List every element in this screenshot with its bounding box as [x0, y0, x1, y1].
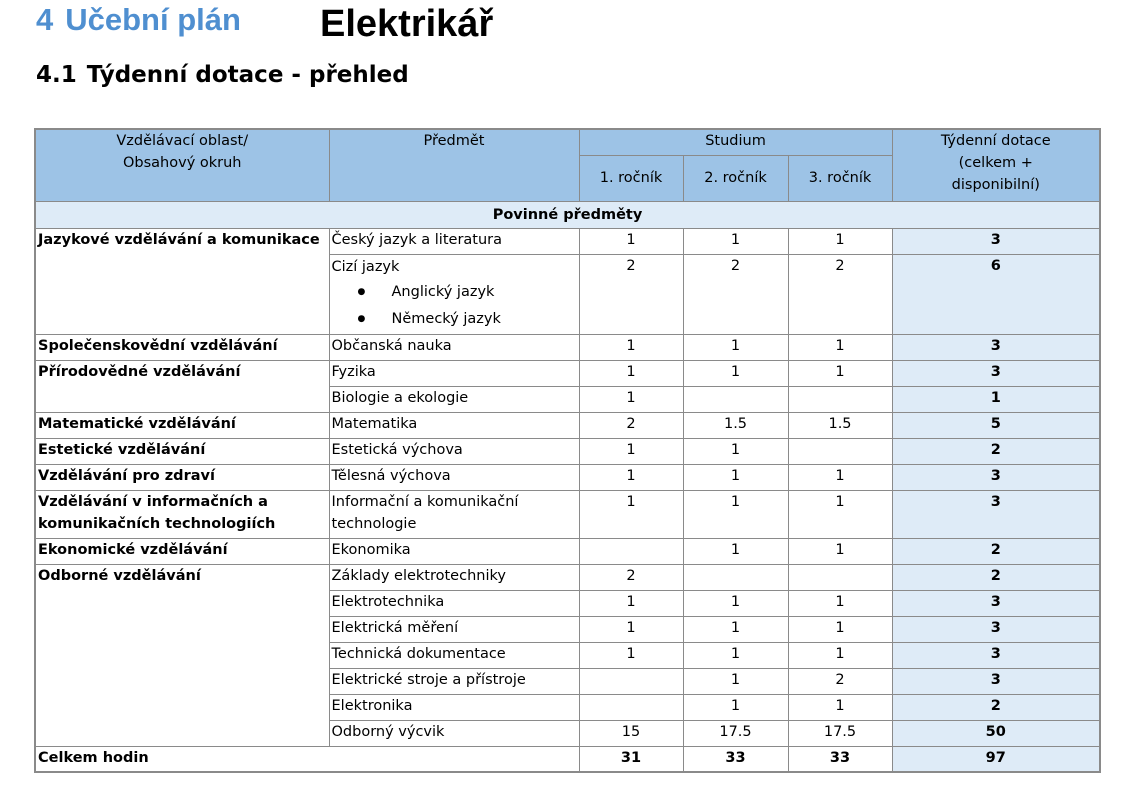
header-study: Studium [579, 129, 892, 155]
bullet-item: ● Německý jazyk [332, 307, 577, 334]
year3-cell: 1 [788, 490, 892, 538]
year3-cell [788, 438, 892, 464]
total-year2: 33 [683, 746, 788, 772]
year1-cell: 2 [579, 412, 683, 438]
section-number: 4.1 [36, 62, 77, 88]
area-cell: Ekonomické vzdělávání [35, 538, 329, 564]
year1-cell [579, 668, 683, 694]
year3-cell: 2 [788, 668, 892, 694]
subject-cell: Informační a komunikační technologie [329, 490, 579, 538]
subject-cell: Estetická výchova [329, 438, 579, 464]
subject-cell: Elektrotechnika [329, 590, 579, 616]
chapter-number: 4 [36, 2, 54, 37]
total-cell: 3 [892, 464, 1100, 490]
area-cell: Vzdělávání v informačních a komunikačních technologiích [35, 490, 329, 538]
bullet-item: ● Anglický jazyk [332, 280, 577, 307]
total-year1: 31 [579, 746, 683, 772]
year1-cell: 15 [579, 720, 683, 746]
section-heading [36, 62, 409, 88]
total-cell: 3 [892, 360, 1100, 386]
area-cell: Odborné vzdělávání [35, 564, 329, 746]
total-cell: 3 [892, 490, 1100, 538]
table-row [35, 438, 1100, 464]
year1-cell: 1 [579, 438, 683, 464]
subject-cell: Odborný výcvik [329, 720, 579, 746]
total-cell: 2 [892, 564, 1100, 590]
subject-cell: Tělesná výchova [329, 464, 579, 490]
total-cell: 6 [892, 254, 1100, 334]
total-cell: 3 [892, 616, 1100, 642]
subject-cell: Fyzika [329, 360, 579, 386]
year2-cell: 1 [683, 228, 788, 254]
total-grand: 97 [892, 746, 1100, 772]
year3-cell: 1 [788, 616, 892, 642]
year2-cell [683, 386, 788, 412]
section-mandatory-subjects: Povinné předměty [35, 201, 1100, 228]
table-row [35, 228, 1100, 254]
area-cell: Matematické vzdělávání [35, 412, 329, 438]
header-year-1: 1. ročník [579, 155, 683, 201]
header-area: Vzdělávací oblast/ Obsahový okruh [35, 129, 329, 201]
table-row [35, 360, 1100, 386]
year1-cell: 2 [579, 564, 683, 590]
year3-cell [788, 386, 892, 412]
total-cell: 2 [892, 694, 1100, 720]
area-cell: Vzdělávání pro zdraví [35, 464, 329, 490]
header-year-2: 2. ročník [683, 155, 788, 201]
year2-cell: 1 [683, 334, 788, 360]
header-subject: Předmět [329, 129, 579, 201]
table-row [35, 334, 1100, 360]
table-row [35, 412, 1100, 438]
weekly-hours-table [34, 128, 1101, 773]
table-row [35, 564, 1100, 590]
year2-cell: 1 [683, 694, 788, 720]
area-cell: Společenskovědní vzdělávání [35, 334, 329, 360]
year1-cell: 1 [579, 464, 683, 490]
subject-cell: Biologie a ekologie [329, 386, 579, 412]
year2-cell: 17.5 [683, 720, 788, 746]
year1-cell: 1 [579, 360, 683, 386]
year1-cell: 1 [579, 590, 683, 616]
year3-cell: 2 [788, 254, 892, 334]
subject-cell: Elektrické stroje a přístroje [329, 668, 579, 694]
year1-cell: 1 [579, 334, 683, 360]
year2-cell: 1 [683, 590, 788, 616]
year2-cell: 1 [683, 538, 788, 564]
subject-cell: Matematika [329, 412, 579, 438]
year2-cell: 1 [683, 464, 788, 490]
total-cell: 5 [892, 412, 1100, 438]
year1-cell [579, 694, 683, 720]
header-total: Týdenní dotace (celkem + disponibilní) [892, 129, 1100, 201]
year3-cell: 17.5 [788, 720, 892, 746]
total-cell: 2 [892, 438, 1100, 464]
total-cell: 3 [892, 668, 1100, 694]
year2-cell: 2 [683, 254, 788, 334]
year1-cell: 2 [579, 254, 683, 334]
year1-cell: 1 [579, 228, 683, 254]
year2-cell: 1 [683, 438, 788, 464]
total-year3: 33 [788, 746, 892, 772]
subject-cell: Elektronika [329, 694, 579, 720]
year3-cell: 1 [788, 642, 892, 668]
year2-cell [683, 564, 788, 590]
total-cell: 2 [892, 538, 1100, 564]
subject-cell: Ekonomika [329, 538, 579, 564]
year3-cell: 1 [788, 360, 892, 386]
year2-cell: 1 [683, 490, 788, 538]
header-year-3: 3. ročník [788, 155, 892, 201]
subject-cell: Základy elektrotechniky [329, 564, 579, 590]
table-row [35, 464, 1100, 490]
area-cell: Přírodovědné vzdělávání [35, 360, 329, 412]
year2-cell: 1 [683, 642, 788, 668]
document-title: Elektrikář [320, 3, 494, 45]
total-cell: 3 [892, 228, 1100, 254]
year2-cell: 1 [683, 616, 788, 642]
table-row [35, 490, 1100, 538]
year3-cell: 1 [788, 590, 892, 616]
subject-name: Cizí jazyk [331, 258, 400, 275]
year3-cell: 1 [788, 464, 892, 490]
total-cell: 1 [892, 386, 1100, 412]
year1-cell: 1 [579, 642, 683, 668]
year1-cell [579, 538, 683, 564]
year1-cell: 1 [579, 386, 683, 412]
subject-cell: Technická dokumentace [329, 642, 579, 668]
year2-cell: 1 [683, 360, 788, 386]
section-title: Týdenní dotace - přehled [86, 62, 409, 88]
subject-cell: Český jazyk a literatura [329, 228, 579, 254]
chapter-heading [36, 2, 241, 38]
total-row [35, 746, 1100, 772]
year1-cell: 1 [579, 490, 683, 538]
total-label: Celkem hodin [35, 746, 579, 772]
chapter-title: Učební plán [65, 2, 241, 37]
year3-cell: 1 [788, 334, 892, 360]
total-cell: 3 [892, 334, 1100, 360]
area-cell: Jazykové vzdělávání a komunikace [35, 228, 329, 334]
subject-cell [329, 254, 579, 334]
year3-cell: 1 [788, 538, 892, 564]
subject-cell: Občanská nauka [329, 334, 579, 360]
table-row [35, 538, 1100, 564]
year1-cell: 1 [579, 616, 683, 642]
area-cell: Estetické vzdělávání [35, 438, 329, 464]
subject-cell: Elektrická měření [329, 616, 579, 642]
year3-cell: 1 [788, 694, 892, 720]
total-cell: 3 [892, 642, 1100, 668]
year3-cell [788, 564, 892, 590]
year3-cell: 1.5 [788, 412, 892, 438]
year3-cell: 1 [788, 228, 892, 254]
year2-cell: 1 [683, 668, 788, 694]
total-cell: 3 [892, 590, 1100, 616]
year2-cell: 1.5 [683, 412, 788, 438]
total-cell: 50 [892, 720, 1100, 746]
